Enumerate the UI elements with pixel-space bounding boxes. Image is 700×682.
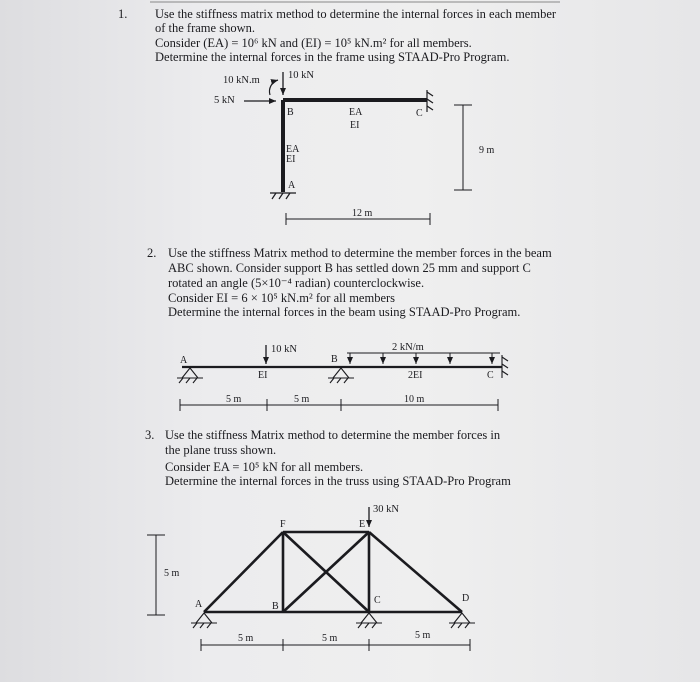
frame-beam-ei: EI bbox=[350, 120, 360, 131]
pin-support-b bbox=[328, 368, 354, 383]
pin-support-truss-d bbox=[449, 613, 475, 628]
problem-3-line-4: Determine the internal forces in the truss using STAAD-Pro Program bbox=[165, 474, 511, 488]
frame-col-ei: EI bbox=[286, 154, 296, 165]
truss-node-b: B bbox=[272, 601, 279, 612]
frame-beam-ea: EA bbox=[349, 107, 363, 118]
beam-ei-ab: EI bbox=[258, 370, 268, 381]
beam-node-b: B bbox=[331, 354, 338, 365]
problem-3-number: 3. bbox=[145, 428, 155, 442]
frame-height-label: 9 m bbox=[479, 145, 495, 156]
beam-point-load-label: 10 kN bbox=[271, 344, 297, 355]
beam-udl bbox=[347, 353, 500, 364]
beam-node-a: A bbox=[180, 355, 188, 366]
problem-2-line-4: Consider EI = 6 × 10⁵ kN.m² for all members bbox=[168, 291, 396, 305]
pin-support-truss-a bbox=[191, 613, 217, 628]
truss-member-ed bbox=[369, 532, 462, 612]
truss-node-f: F bbox=[280, 519, 286, 530]
fixed-support-c bbox=[427, 90, 433, 112]
truss-node-e: E bbox=[359, 519, 366, 530]
truss-node-d: D bbox=[462, 593, 470, 604]
frame-moment-label: 10 kN.m bbox=[223, 75, 260, 86]
pin-support-a bbox=[177, 368, 203, 383]
frame-span-label: 12 m bbox=[352, 208, 373, 219]
problem-1-line-2: of the frame shown. bbox=[155, 21, 255, 35]
truss-dim-3: 5 m bbox=[415, 630, 431, 641]
truss-height-dimension bbox=[147, 535, 165, 615]
truss-dim-1: 5 m bbox=[238, 633, 254, 644]
truss-dim-2: 5 m bbox=[322, 633, 338, 644]
frame-figure bbox=[244, 72, 472, 225]
problem-1-line-1: Use the stiffness matrix method to determine the internal forces in each member bbox=[155, 7, 557, 21]
problem-3-line-2: the plane truss shown. bbox=[165, 443, 277, 457]
frame-point-load-label: 10 kN bbox=[288, 70, 314, 81]
pin-support-truss-c bbox=[356, 613, 382, 628]
frame-horizontal-load-label: 5 kN bbox=[214, 95, 235, 106]
beam-udl-label: 2 kN/m bbox=[392, 342, 424, 353]
problem-3-line-1: Use the stiffness Matrix method to determine the member forces in bbox=[165, 428, 501, 442]
problem-2-line-2: ABC shown. Consider support B has settled down 25 mm and support C bbox=[168, 261, 531, 275]
truss-load-label: 30 kN bbox=[373, 504, 399, 515]
frame-node-c: C bbox=[416, 108, 423, 119]
frame-height-dimension bbox=[454, 105, 472, 190]
truss-figure bbox=[204, 532, 462, 612]
beam-node-c: C bbox=[487, 370, 494, 381]
truss-member-af bbox=[204, 532, 283, 612]
problem-1-line-4: Determine the internal forces in the frame using STAAD-Pro Program. bbox=[155, 50, 510, 64]
problem-1-number: 1. bbox=[118, 7, 128, 21]
beam-ei-bc: 2EI bbox=[408, 370, 423, 381]
fixed-support-c-beam bbox=[502, 355, 508, 378]
problem-2-line-5: Determine the internal forces in the beam using STAAD-Pro Program. bbox=[168, 305, 521, 319]
problem-2-line-1: Use the stiffness Matrix method to determine the member forces in the beam bbox=[168, 246, 552, 260]
frame-moment-arrow bbox=[269, 80, 278, 95]
frame-col-ea: EA bbox=[286, 144, 300, 155]
frame-node-a: A bbox=[288, 180, 296, 191]
beam-dim-2: 5 m bbox=[294, 394, 310, 405]
beam-dim-3: 10 m bbox=[404, 394, 425, 405]
frame-node-b: B bbox=[287, 107, 294, 118]
truss-node-c: C bbox=[374, 595, 381, 606]
fixed-support-a bbox=[270, 193, 296, 199]
problem-3-line-3: Consider EA = 10⁵ kN for all members. bbox=[165, 460, 364, 474]
truss-height-label: 5 m bbox=[164, 568, 180, 579]
problem-1-line-3: Consider (EA) = 10⁶ kN and (EI) = 10⁵ kN.m² for all members. bbox=[155, 36, 472, 50]
beam-dim-1: 5 m bbox=[226, 394, 242, 405]
problem-2-line-3: rotated an angle (5×10⁻⁴ radian) counterclockwise. bbox=[168, 276, 425, 290]
truss-node-a: A bbox=[195, 599, 203, 610]
problem-2-number: 2. bbox=[147, 246, 157, 260]
